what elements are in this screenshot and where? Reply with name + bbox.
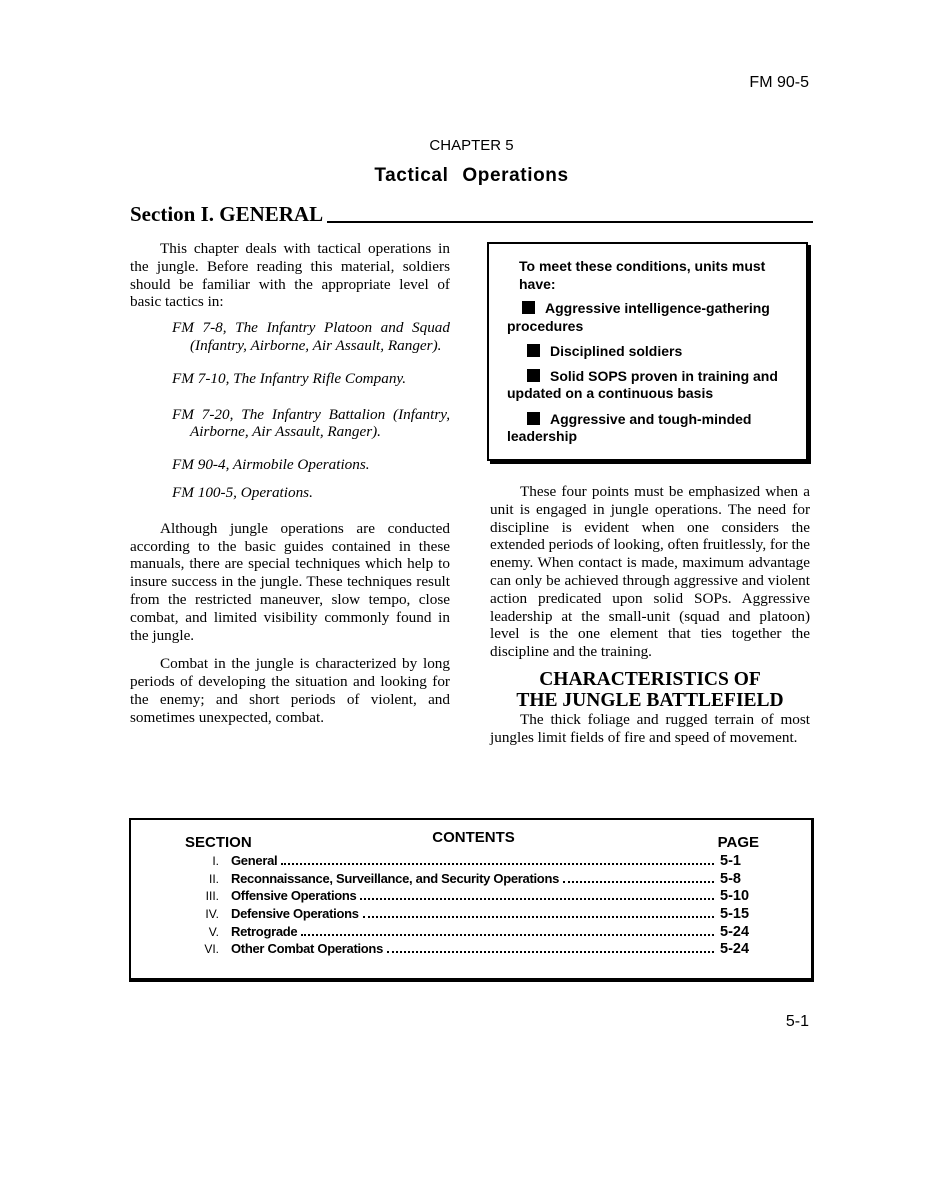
- toc-row[interactable]: [191, 871, 756, 889]
- toc-leader: [387, 951, 714, 953]
- toc-page: 5-24: [720, 923, 750, 940]
- callout-item-text: Solid SOPS proven in training and updated on a continuous basis: [507, 367, 778, 401]
- toc-title: Retrograde: [231, 923, 298, 939]
- toc-row[interactable]: [191, 853, 756, 871]
- reference-item: FM 100-5, Operations.: [172, 483, 313, 501]
- toc-row[interactable]: [191, 888, 756, 906]
- chapter-label: CHAPTER 5: [429, 137, 514, 154]
- callout-item: [507, 343, 792, 361]
- contents-title: CONTENTS: [432, 829, 515, 846]
- intro-paragraph: This chapter deals with tactical operations in the jungle. Before reading this material, soldiers should be familiar with the appropriate level of basic tactics in:: [130, 240, 450, 311]
- subsection-heading: [490, 669, 810, 711]
- section-heading-text: Section I. GENERAL: [130, 202, 324, 226]
- toc-title: Other Combat Operations: [231, 941, 384, 957]
- contents-list: [191, 853, 756, 959]
- toc-leader: [563, 881, 714, 883]
- bullet-square-icon: [527, 412, 540, 425]
- toc-title: Offensive Operations: [231, 888, 357, 904]
- body-paragraph: These four points must be emphasized when a unit is engaged in jungle operations. The need for discipline is evident when one considers the extended periods of looking, often fruitlessly, for the enemy. When contact is made, maximum advantage can only be achieved through aggressive and violent action predicated upon solid SOPs. Aggressive leadership at the small-unit (squad and platoon) level is the one element that ties together the discipline and the training.: [490, 483, 810, 661]
- bullet-square-icon: [527, 369, 540, 382]
- callout-item-text: Aggressive intelligence-gathering procedures: [507, 300, 770, 334]
- section-heading: [130, 202, 813, 227]
- manual-id: FM 90-5: [749, 74, 809, 91]
- section-heading-rule: [327, 221, 813, 223]
- toc-section-number: II.: [208, 871, 219, 886]
- toc-page: 5-10: [720, 888, 750, 905]
- toc-leader: [363, 916, 714, 918]
- contents-section-header: SECTION: [185, 834, 252, 851]
- bullet-square-icon: [522, 301, 535, 314]
- toc-page: 5-8: [720, 870, 741, 887]
- toc-section-number: III.: [205, 889, 219, 904]
- body-paragraph: The thick foliage and rugged terrain of most jungles limit fields of fire and speed of movement.: [490, 710, 810, 746]
- toc-section-number: I.: [212, 854, 219, 868]
- toc-row[interactable]: [191, 924, 756, 942]
- toc-section-number: V.: [208, 924, 219, 939]
- toc-leader: [360, 898, 714, 900]
- toc-page: 5-24: [720, 941, 750, 958]
- callout-item-text: Disciplined soldiers: [550, 343, 683, 359]
- subsection-heading-line: THE JUNGLE BATTLEFIELD: [516, 689, 784, 711]
- toc-title: Reconnaissance, Surveillance, and Security Operations: [231, 870, 560, 886]
- callout-item-text: Aggressive and tough-minded leadership: [507, 410, 752, 444]
- bullet-square-icon: [527, 344, 540, 357]
- subsection-heading-line: CHARACTERISTICS OF: [539, 668, 761, 690]
- toc-page: 5-15: [720, 906, 750, 923]
- toc-title: General: [231, 853, 278, 868]
- toc-row[interactable]: [191, 941, 756, 959]
- toc-section-number: VI.: [204, 942, 219, 957]
- reference-item: FM 7-8, The Infantry Platoon and Squad (Infantry, Airborne, Air Assault, Ranger).: [172, 319, 450, 354]
- chapter-title: Tactical Operations: [374, 165, 569, 186]
- right-column: [490, 483, 810, 747]
- toc-leader: [301, 934, 714, 936]
- body-paragraph: Although jungle operations are conducted according to the basic guides contained in these manuals, there are special techniques which help to insure success in the jungle. These techniques result from the restricted maneuver, slow tempo, close combat, and limited visibility commonly found in the jungle.: [130, 519, 450, 644]
- callout-box: [487, 242, 808, 461]
- reference-item: FM 7-20, The Infantry Battalion (Infantry, Airborne, Air Assault, Ranger).: [172, 405, 450, 441]
- callout-intro: To meet these conditions, units must have:: [519, 258, 766, 292]
- toc-title: Defensive Operations: [231, 906, 359, 922]
- reference-item: FM 90-4, Airmobile Operations.: [172, 456, 370, 474]
- callout-item: [507, 368, 792, 403]
- callout-item: [507, 411, 792, 446]
- toc-section-number: IV.: [205, 907, 219, 922]
- toc-page: 5-1: [720, 853, 741, 869]
- body-paragraph: Combat in the jungle is characterized by long periods of developing the situation and looking for the enemy; and short periods of violent, and sometimes unexpected, combat.: [130, 655, 450, 726]
- contents-page-header: PAGE: [717, 834, 759, 851]
- left-column: [130, 240, 450, 727]
- contents-box: [129, 818, 814, 982]
- callout-item: [507, 300, 792, 335]
- toc-row[interactable]: [191, 906, 756, 924]
- page-number: 5-1: [785, 1013, 809, 1030]
- toc-leader: [281, 863, 714, 865]
- reference-item: FM 7-10, The Infantry Rifle Company.: [172, 369, 407, 387]
